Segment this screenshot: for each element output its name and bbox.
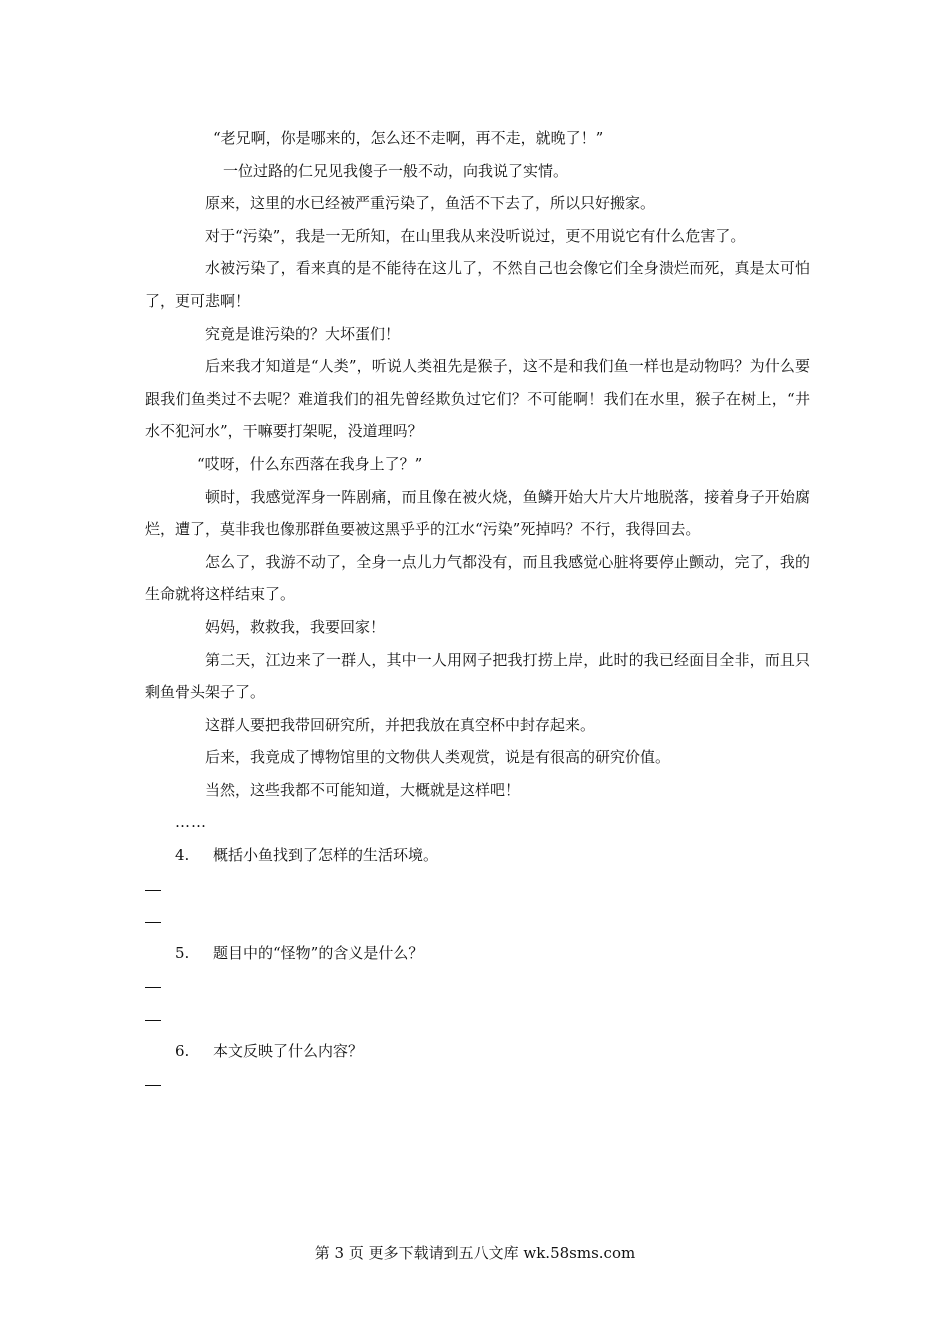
paragraph: 一位过路的仁兄见我傻子一般不动，向我说了实情。: [223, 161, 569, 180]
question-number: 5.: [175, 943, 190, 962]
answer-line[interactable]: [145, 1067, 810, 1100]
question-number: 4.: [175, 846, 190, 865]
answer-line[interactable]: [145, 1002, 810, 1035]
answer-line[interactable]: [145, 904, 810, 937]
question-number: 6.: [175, 1041, 190, 1060]
paragraph: “老兄啊，你是哪来的，怎么还不走啊，再不走，就晚了！”: [213, 129, 604, 147]
answer-dash: [145, 987, 161, 988]
question-text: 概括小鱼找到了怎样的生活环境。: [213, 846, 439, 865]
paragraph: 究竟是谁污染的？大坏蛋们！: [205, 324, 401, 343]
paragraph: “哎呀，什么东西落在我身上了？”: [197, 454, 423, 473]
paragraph: 当然，这些我都不可能知道，大概就是这样吧！: [205, 780, 521, 799]
paragraph: 顿时，我感觉浑身一阵剧痛，而且像在被火烧，鱼鳞开始大片大片地脱落，接着身子开始腐烂，遭了，莫非我也像那群鱼要被这黑乎乎的江水“污染”死掉吗？不行，我得回去。: [145, 487, 810, 539]
answer-dash: [145, 890, 161, 891]
paragraph: 妈妈，救救我，我要回家！: [205, 617, 386, 636]
answer-dash: [145, 922, 161, 923]
paragraph: 原来，这里的水已经被严重污染了，鱼活不下去了，所以只好搬家。: [205, 194, 656, 213]
ellipsis: ……: [175, 813, 207, 832]
question-text: 本文反映了什么内容？: [213, 1041, 364, 1060]
paragraph: 第二天，江边来了一群人，其中一人用网子把我打捞上岸，此时的我已经面目全非，而且只剩鱼骨头架子了。: [145, 650, 810, 702]
answer-dash: [145, 1085, 161, 1086]
answer-dash: [145, 1020, 161, 1021]
question-4: [145, 839, 810, 872]
answer-line[interactable]: [145, 969, 810, 1002]
article-body: [145, 122, 810, 1100]
paragraph: 后来，我竟成了博物馆里的文物供人类观赏，说是有很高的研究价值。: [205, 748, 671, 767]
answer-line[interactable]: [145, 872, 810, 905]
question-text: 题目中的“怪物”的含义是什么？: [213, 943, 424, 962]
paragraph: 这群人要把我带回研究所，并把我放在真空杯中封存起来。: [205, 715, 596, 734]
paragraph: 后来我才知道是“人类”，听说人类祖先是猴子，这不是和我们鱼一样也是动物吗？为什么要跟我们鱼类过不去呢？难道我们的祖先曾经欺负过它们？不可能啊！我们在水里，猴子在树上，“井水不犯河水”，干嘛要打架呢，没道理吗？: [145, 357, 810, 441]
paragraph: 对于“污染”，我是一无所知，在山里我从来没听说过，更不用说它有什么危害了。: [205, 226, 746, 245]
paragraph: 怎么了，我游不动了，全身一点儿力气都没有，而且我感觉心脏将要停止颤动，完了，我的生命就将这样结束了。: [145, 552, 810, 604]
question-5: [145, 937, 810, 970]
question-6: [145, 1035, 810, 1068]
page-footer: 第 3 页 更多下载请到五八文库 wk.58sms.com: [314, 1244, 636, 1262]
paragraph: 水被污染了，看来真的是不能待在这儿了，不然自己也会像它们全身溃烂而死，真是太可怕了，更可悲啊！: [145, 259, 810, 310]
